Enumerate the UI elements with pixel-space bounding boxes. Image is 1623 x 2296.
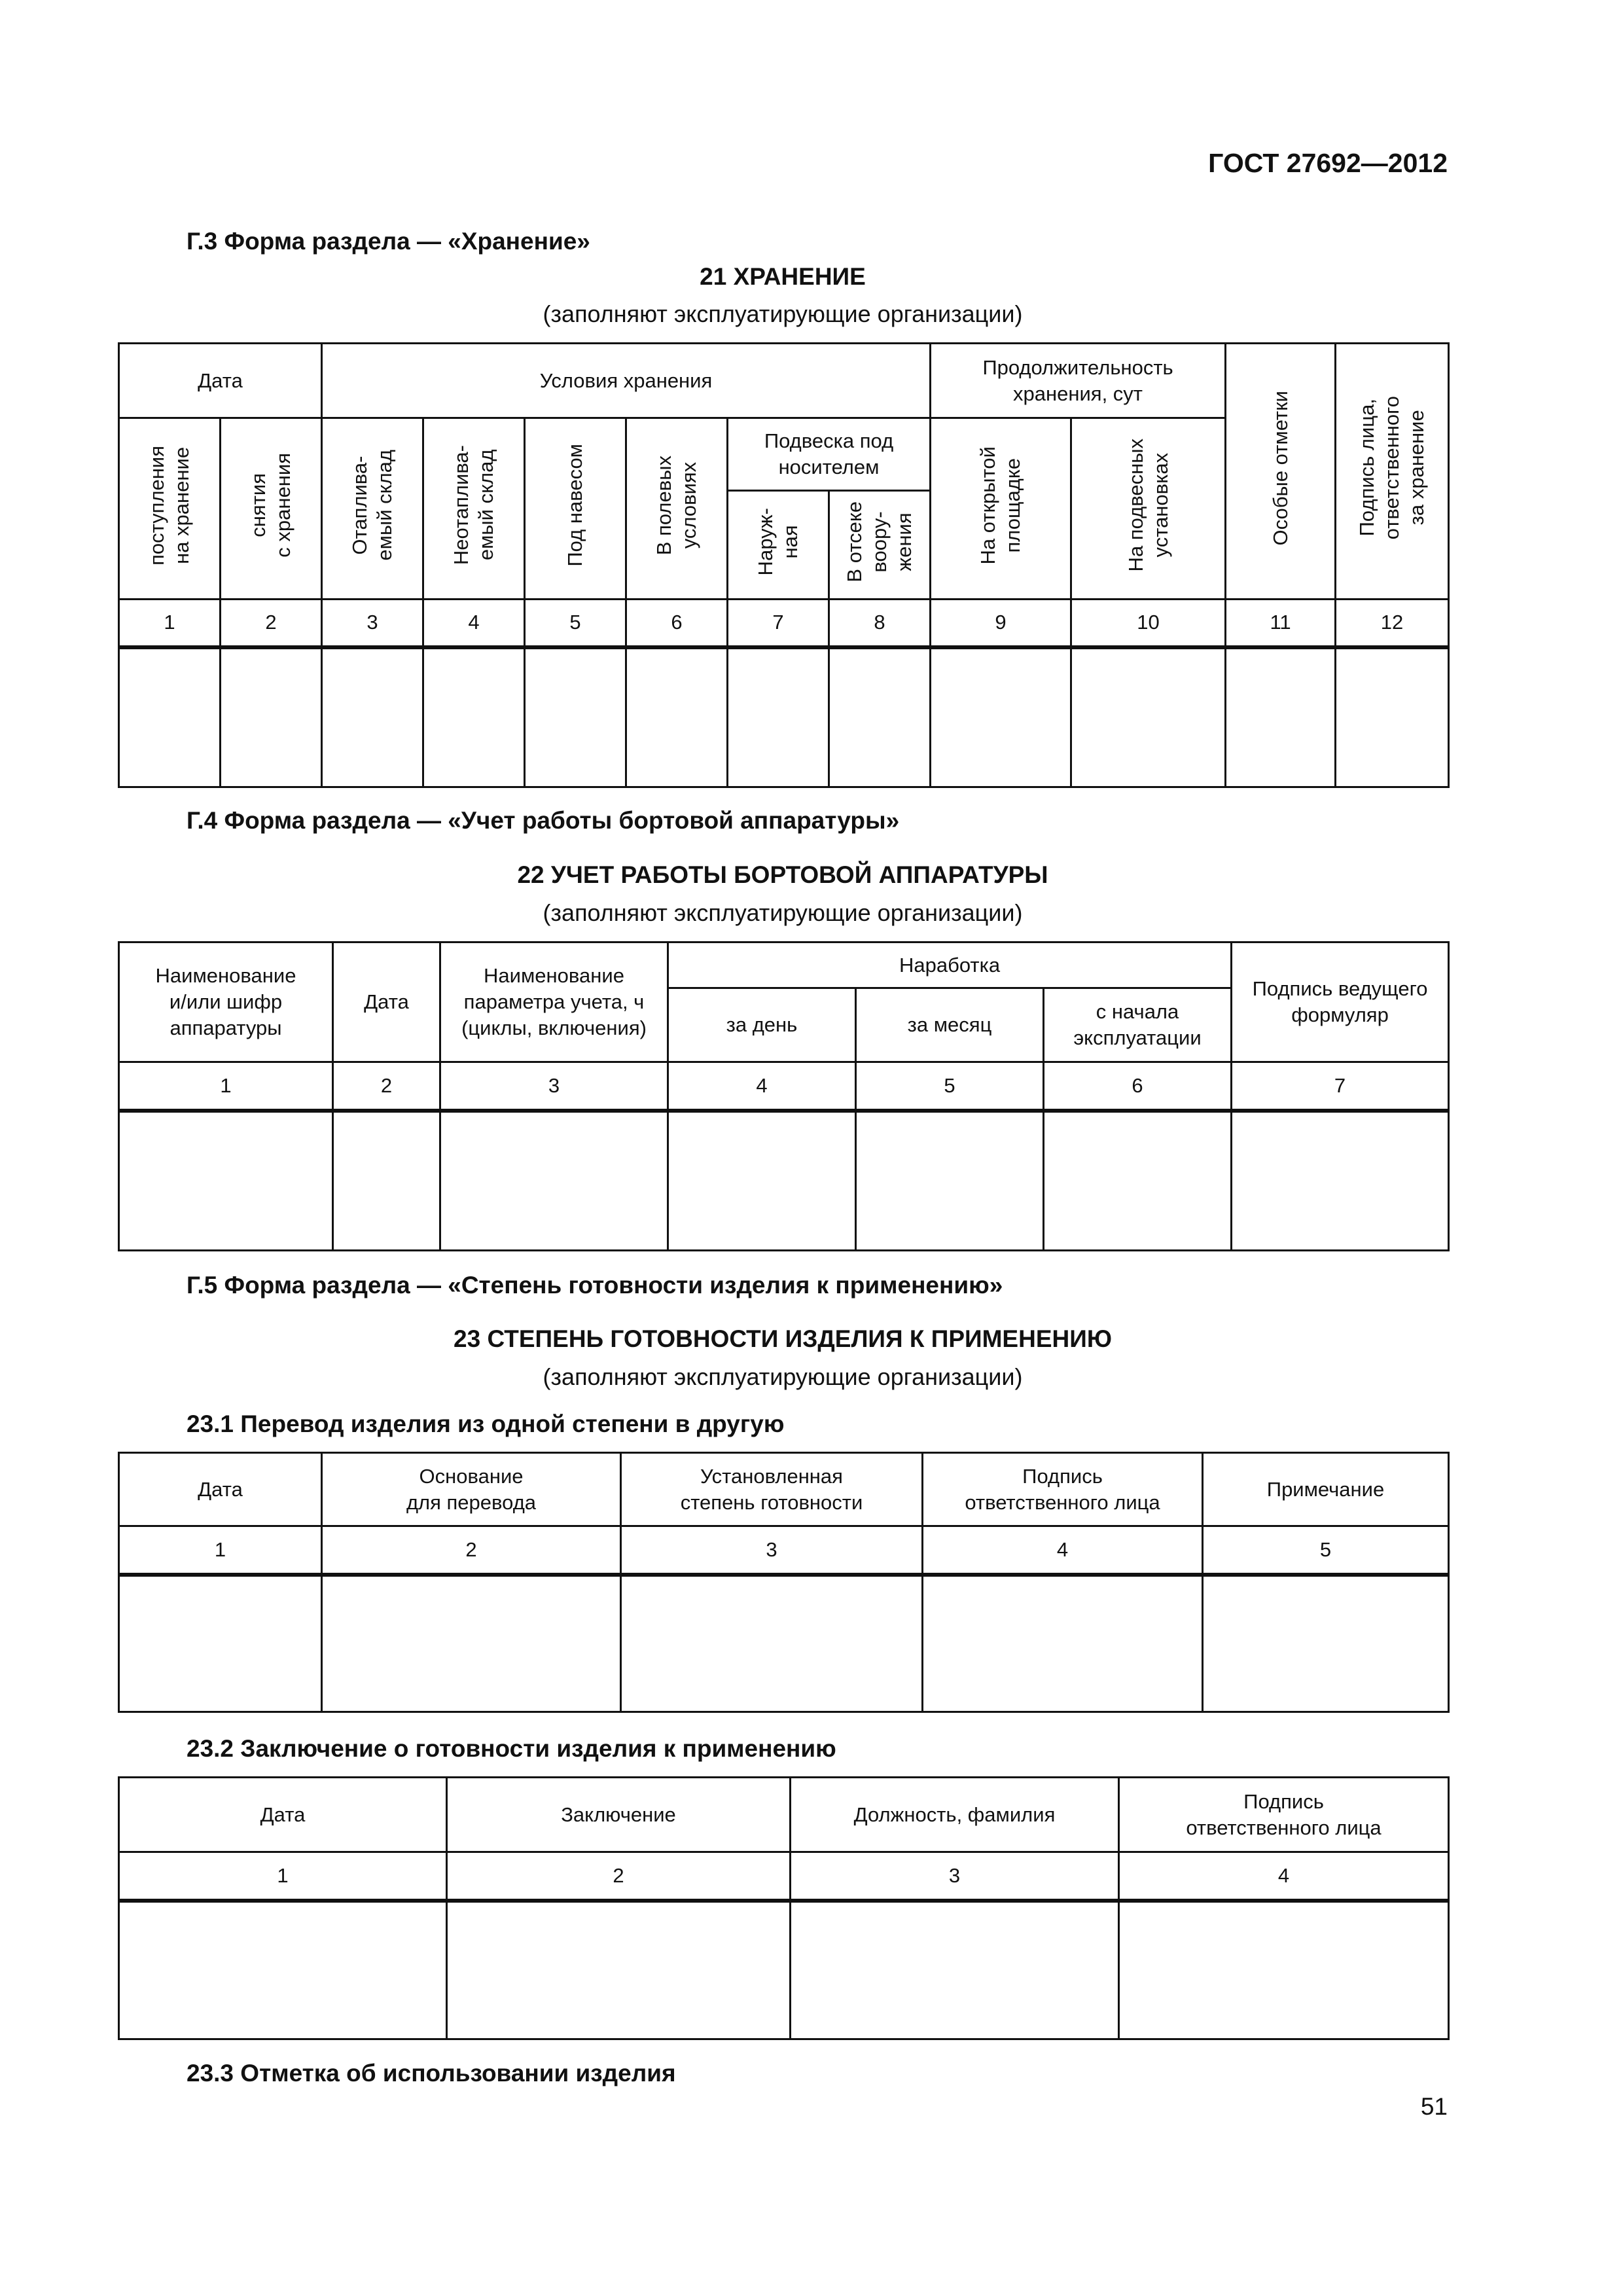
storage-col-number: 1 [119,600,221,647]
storage-col-number: 2 [221,600,322,647]
conclusion-entry-cell[interactable] [447,1901,791,2039]
equipment-col-number: 6 [1044,1062,1232,1111]
storage-col-removal-label: снятия с хранения [247,453,294,558]
storage-entry-cell[interactable] [931,647,1071,787]
storage-col-receipt-label: поступления на хранение [145,445,193,565]
storage-col-notes [1226,344,1336,600]
equipment-section-heading: Г.4 Форма раздела — «Учет работы бортовой аппаратуры» [187,807,900,834]
storage-col-suspended-label: На подвесных установках [1124,439,1172,572]
storage-entry-cell[interactable] [829,647,931,787]
storage-col-heated [322,418,423,600]
storage-group-date: Дата [119,344,322,418]
storage-col-shed [525,418,626,600]
storage-col-unheated-label: Неотаплива- емый склад [450,445,497,565]
transfer-entry-cell[interactable] [119,1575,322,1712]
transfer-col-number: 5 [1203,1526,1449,1575]
transfer-entry-cell[interactable] [923,1575,1203,1712]
storage-col-receipt [119,418,221,600]
conclusion-col-number: 3 [791,1852,1119,1901]
storage-entry-cell[interactable] [1071,647,1226,787]
storage-col-open-area [931,418,1071,600]
equipment-col-date: Дата [333,942,440,1062]
storage-col-number: 11 [1226,600,1336,647]
equipment-col-number: 3 [440,1062,668,1111]
transfer-col-note: Примечание [1203,1453,1449,1526]
equipment-entry-cell[interactable] [668,1111,856,1251]
storage-col-field [626,418,728,600]
storage-col-bay-label: В отсеке воору- жения [843,501,916,583]
storage-col-number: 12 [1336,600,1449,647]
storage-col-shed-label: Под навесом [563,444,586,567]
conclusion-subsection-heading: 23.2 Заключение о готовности изделия к применению [187,1735,836,1762]
transfer-col-number: 4 [923,1526,1203,1575]
conclusion-col-number: 4 [1119,1852,1449,1901]
storage-entry-cell[interactable] [221,647,322,787]
transfer-subsection-heading: 23.1 Перевод изделия из одной степени в другую [187,1410,785,1437]
document-standard-code: ГОСТ 27692—2012 [1208,148,1448,178]
transfer-col-number: 1 [119,1526,322,1575]
storage-group-conditions: Условия хранения [322,344,931,418]
storage-col-outer-label: Наруж- ная [754,507,802,576]
conclusion-col-position: Должность, фамилия [791,1778,1119,1852]
equipment-col-number: 4 [668,1062,856,1111]
equipment-col-number: 2 [333,1062,440,1111]
readiness-form-subtitle: (заполняют эксплуатирующие организации) [543,1363,1023,1390]
transfer-col-level: Установленная степень готовности [621,1453,923,1526]
storage-col-unheated [423,418,525,600]
storage-col-notes-label: Особые отметки [1268,390,1292,546]
readiness-form-title: 23 СТЕПЕНЬ ГОТОВНОСТИ ИЗДЕЛИЯ К ПРИМЕНЕНИЮ [454,1325,1112,1352]
storage-col-removal [221,418,322,600]
conclusion-col-number: 2 [447,1852,791,1901]
equipment-col-number: 5 [856,1062,1044,1111]
storage-col-suspended [1071,418,1226,600]
equipment-col-name: Наименование и/или шифр аппаратуры [119,942,333,1062]
conclusion-col-date: Дата [119,1778,447,1852]
conclusion-entry-cell[interactable] [791,1901,1119,2039]
conclusion-table [118,1776,1450,2040]
storage-col-number: 4 [423,600,525,647]
equipment-entry-cell[interactable] [119,1111,333,1251]
equipment-entry-cell[interactable] [1044,1111,1232,1251]
storage-col-heated-label: Отаплива- емый склад [348,450,396,561]
equipment-entry-cell[interactable] [856,1111,1044,1251]
transfer-entry-cell[interactable] [322,1575,621,1712]
storage-form-title: 21 ХРАНЕНИЕ [700,263,866,290]
storage-entry-cell[interactable] [322,647,423,787]
transfer-table [118,1452,1450,1713]
equipment-col-number: 1 [119,1062,333,1111]
storage-col-number: 8 [829,600,931,647]
readiness-section-heading: Г.5 Форма раздела — «Степень готовности изделия к применению» [187,1272,1003,1299]
transfer-col-date: Дата [119,1453,322,1526]
storage-entry-cell[interactable] [525,647,626,787]
transfer-entry-cell[interactable] [621,1575,923,1712]
storage-col-bay [829,491,931,600]
equipment-col-since-start: с начала эксплуатации [1044,988,1232,1062]
equipment-col-signature: Подпись ведущего формуляр [1232,942,1449,1062]
equipment-group-operating: Наработка [668,942,1232,988]
storage-group-suspension: Подвеска под носителем [728,418,931,491]
storage-col-field-label: В полевых условиях [652,455,700,556]
equipment-col-number: 7 [1232,1062,1449,1111]
equipment-col-parameter: Наименование параметра учета, ч (циклы, включения) [440,942,668,1062]
usage-subsection-heading: 23.3 Отметка об использовании изделия [187,2060,676,2087]
storage-col-number: 9 [931,600,1071,647]
storage-entry-cell[interactable] [626,647,728,787]
storage-col-open-area-label: На открытой площадке [976,446,1025,565]
storage-entry-cell[interactable] [119,647,221,787]
equipment-col-per-month: за месяц [856,988,1044,1062]
transfer-col-basis: Основание для перевода [322,1453,621,1526]
storage-col-number: 6 [626,600,728,647]
storage-entry-cell[interactable] [728,647,829,787]
conclusion-col-number: 1 [119,1852,447,1901]
page-number: 51 [1420,2093,1448,2120]
transfer-col-signature: Подпись ответственного лица [923,1453,1203,1526]
storage-entry-cell[interactable] [423,647,525,787]
storage-col-number: 10 [1071,600,1226,647]
equipment-entry-cell[interactable] [333,1111,440,1251]
storage-table [118,342,1450,788]
storage-col-signature-label: Подпись лица, ответственного за хранение [1355,396,1429,540]
storage-entry-cell[interactable] [1336,647,1449,787]
transfer-col-number: 3 [621,1526,923,1575]
storage-col-outer [728,491,829,600]
storage-entry-cell[interactable] [1226,647,1336,787]
equipment-col-per-day: за день [668,988,856,1062]
equipment-entry-cell[interactable] [440,1111,668,1251]
conclusion-col-signature: Подпись ответственного лица [1119,1778,1449,1852]
conclusion-entry-cell[interactable] [119,1901,447,2039]
storage-col-number: 3 [322,600,423,647]
equipment-entry-cell[interactable] [1232,1111,1449,1251]
equipment-table [118,941,1450,1251]
storage-form-subtitle: (заполняют эксплуатирующие организации) [543,300,1023,327]
equipment-form-subtitle: (заполняют эксплуатирующие организации) [543,899,1023,926]
storage-group-duration: Продолжительность хранения, сут [931,344,1226,418]
equipment-form-title: 22 УЧЕТ РАБОТЫ БОРТОВОЙ АППАРАТУРЫ [517,861,1048,888]
storage-col-number: 7 [728,600,829,647]
storage-col-signature [1336,344,1449,600]
transfer-col-number: 2 [322,1526,621,1575]
conclusion-col-conclusion: Заключение [447,1778,791,1852]
transfer-entry-cell[interactable] [1203,1575,1449,1712]
storage-section-heading: Г.3 Форма раздела — «Хранение» [187,228,590,255]
conclusion-entry-cell[interactable] [1119,1901,1449,2039]
storage-col-number: 5 [525,600,626,647]
